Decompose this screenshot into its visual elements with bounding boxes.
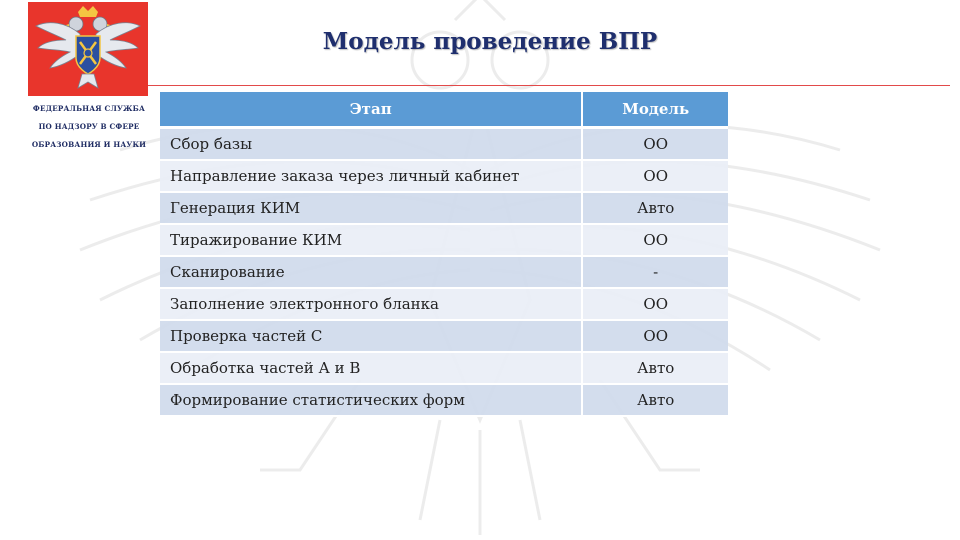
model-cell: -	[582, 256, 728, 288]
stage-cell: Формирование статистических форм	[160, 384, 582, 416]
organization-name	[22, 100, 156, 154]
model-cell: ОО	[582, 288, 728, 320]
double-headed-eagle-emblem-icon	[28, 2, 148, 96]
column-header-model: Модель	[582, 92, 728, 128]
table-row	[160, 192, 728, 224]
table-header-row	[160, 92, 728, 128]
model-cell: Авто	[582, 352, 728, 384]
model-cell: Авто	[582, 384, 728, 416]
table-row	[160, 160, 728, 192]
stage-cell: Заполнение электронного бланка	[160, 288, 582, 320]
stage-cell: Сбор базы	[160, 128, 582, 161]
model-cell: ОО	[582, 224, 728, 256]
stage-cell: Обработка частей А и В	[160, 352, 582, 384]
table-row	[160, 128, 728, 161]
model-cell: ОО	[582, 160, 728, 192]
table-row	[160, 224, 728, 256]
stage-cell: Генерация КИМ	[160, 192, 582, 224]
model-cell: ОО	[582, 320, 728, 352]
organization-name-line: ОБРАЗОВАНИЯ И НАУКИ	[31, 140, 147, 149]
stage-cell: Сканирование	[160, 256, 582, 288]
model-cell: ОО	[582, 128, 728, 161]
stage-cell: Проверка частей С	[160, 320, 582, 352]
model-cell: Авто	[582, 192, 728, 224]
table-row	[160, 320, 728, 352]
table-row	[160, 288, 728, 320]
column-header-stage: Этап	[160, 92, 582, 128]
stage-cell: Направление заказа через личный кабинет	[160, 160, 582, 192]
stage-cell: Тиражирование КИМ	[160, 224, 582, 256]
stages-table	[160, 92, 728, 417]
logo	[28, 2, 148, 96]
table-row	[160, 384, 728, 416]
title-divider	[148, 85, 950, 86]
table-row	[160, 256, 728, 288]
page-title: Модель проведение ВПР	[322, 28, 658, 55]
organization-name-line: ФЕДЕРАЛЬНАЯ СЛУЖБА	[32, 104, 146, 113]
table-row	[160, 352, 728, 384]
organization-name-line: ПО НАДЗОРУ В СФЕРЕ	[38, 122, 140, 131]
